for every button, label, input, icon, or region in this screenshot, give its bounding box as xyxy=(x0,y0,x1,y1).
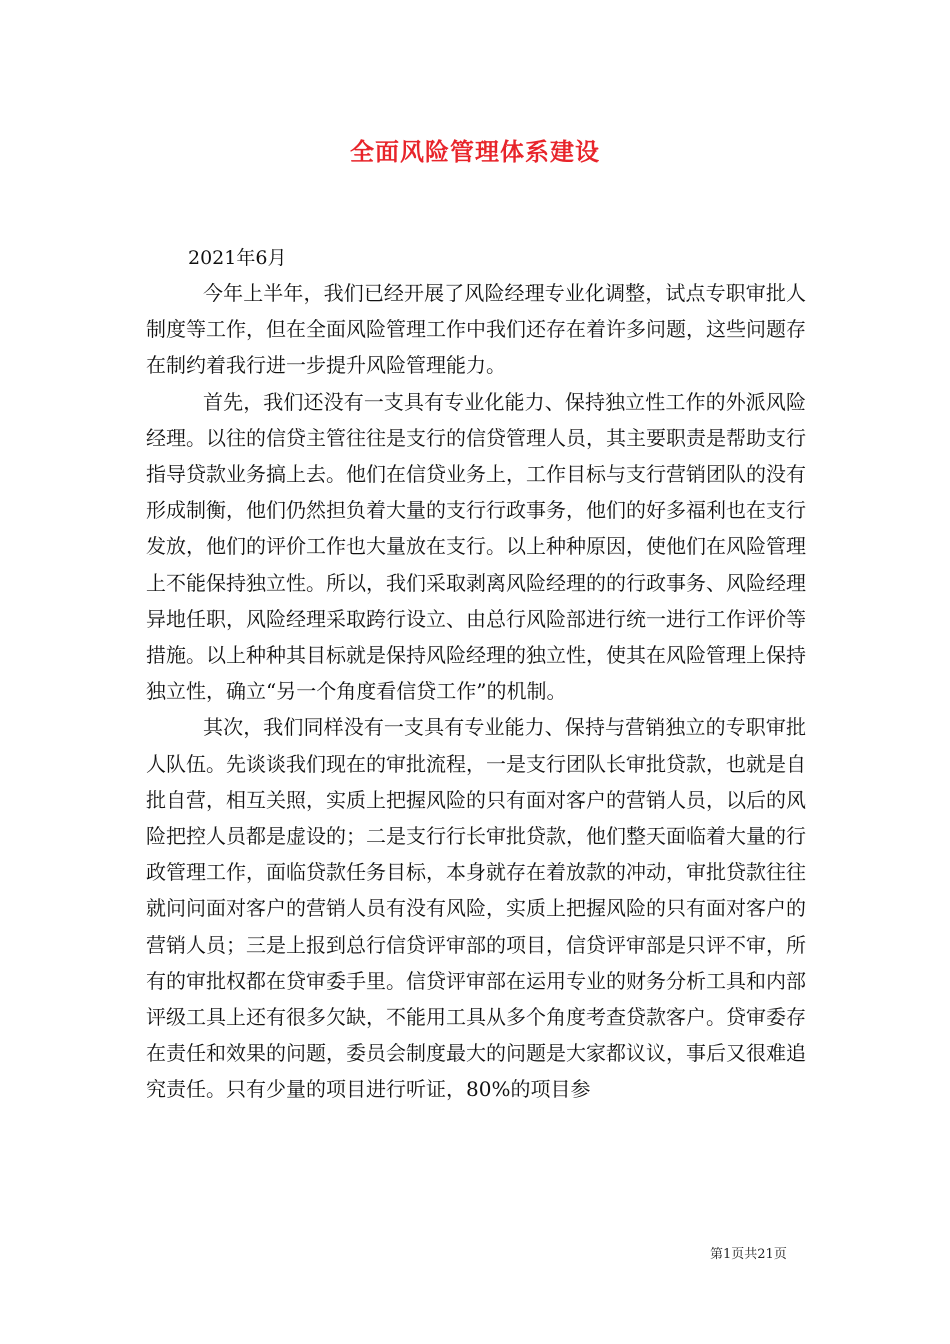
document-date: 2021年6月 xyxy=(188,247,287,269)
paragraph-first: 首先，我们还没有一支具有专业化能力、保持独立性工作的外派风险经理。以往的信贷主管往往是支行的信贷管理人员，其主要职责是帮助支行指导贷款业务搞上去。他们在信贷业务上，工作目标与支行营销团队的没有形成制衡，他们仍然担负着大量的支行行政事务，他们的好多福利也在支行发放，他们的评价工作也大量放在支行。以上种种原因，使他们在风险管理上不能保持独立性。所以，我们采取剥离风险经理的的行政事务、风险经理异地任职，风险经理采取跨行设立、由总行风险部进行统一进行工作评价等措施。以上种种其目标就是保持风险经理的独立性，使其在风险管理上保持独立性，确立“另一个角度看信贷工作”的机制。 xyxy=(146,389,806,704)
paragraph-intro: 今年上半年，我们已经开展了风险经理专业化调整，试点专职审批人制度等工作，但在全面风险管理工作中我们还存在着许多问题，这些问题存在制约着我行进一步提升风险管理能力。 xyxy=(146,281,806,378)
page-number-footer: 第1页共21页 xyxy=(710,1247,787,1262)
paragraph-second: 其次，我们同样没有一支具有专业能力、保持与营销独立的专职审批人队伍。先谈谈我们现在的审批流程，一是支行团队长审批贷款，也就是自批自营，相互关照，实质上把握风险的只有面对客户的营销人员，以后的风险把控人员都是虚设的；二是支行行长审批贷款，他们整天面临着大量的行政管理工作，面临贷款任务目标，本身就存在着放款的冲动，审批贷款往往就问问面对客户的营销人员有没有风险，实质上把握风险的只有面对客户的营销人员；三是上报到总行信贷评审部的项目，信贷评审部是只评不审，所有的审批权都在贷审委手里。信贷评审部在运用专业的财务分析工具和内部评级工具上还有很多欠缺，不能用工具从多个角度考查贷款客户。贷审委存在责任和效果的问题，委员会制度最大的问题是大家都议议，事后又很难追究责任。只有少量的项目进行听证，80%的项目参 xyxy=(146,715,806,1102)
document-body xyxy=(146,275,806,1108)
document-title: 全面风险管理体系建设 xyxy=(350,137,600,166)
